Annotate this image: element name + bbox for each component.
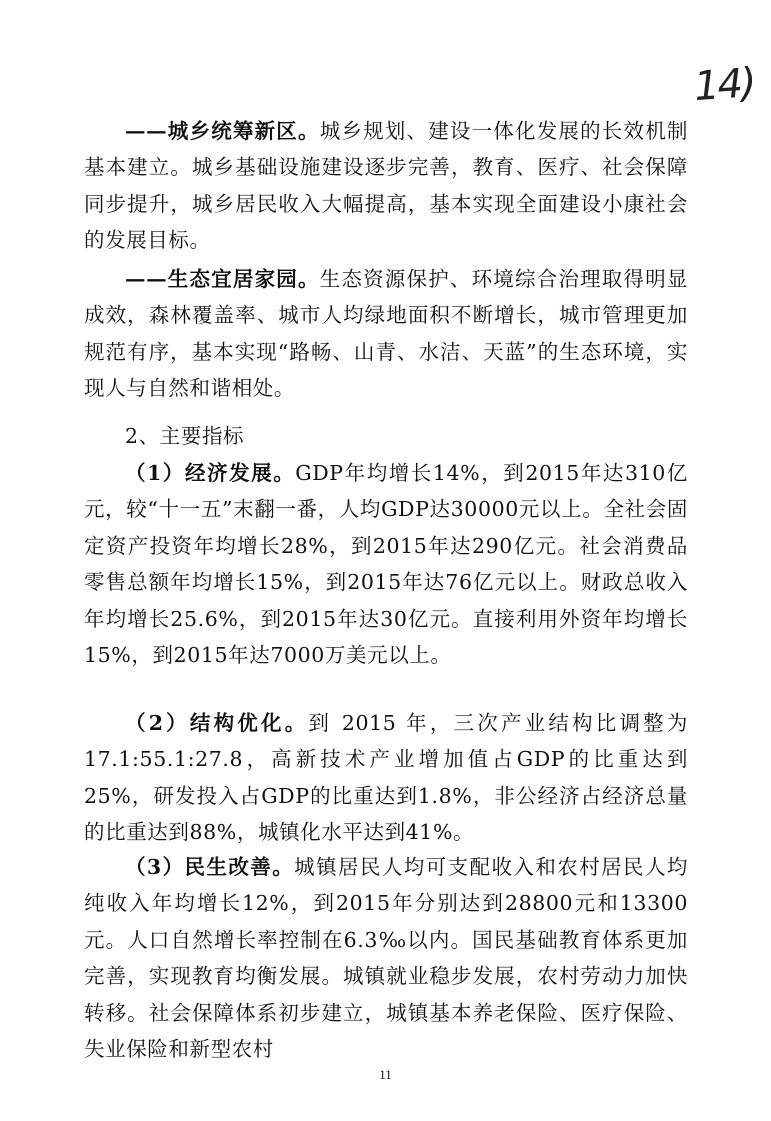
paragraph-lead: （3）民生改善。	[125, 855, 295, 879]
paragraph-lead: ——生态宜居家园。	[125, 267, 320, 291]
section-heading: 2、主要指标	[125, 424, 245, 448]
paragraph-lead: （2）结构优化。	[125, 711, 309, 735]
paragraph-livelihood	[84, 849, 688, 1067]
paragraph-lead: （1）经济发展。	[125, 461, 296, 485]
paragraph-body: GDP年均增长14%，到2015年达310亿元，较“十一五”末翻一番，人均GDP达30000元以上。全社会固定资产投资年均增长28%，到2015年达290亿元。社会消费品零售总额年均增长15%，到2015年达76亿元以上。财政总收入年均增长25.6%，到2015年达30亿元。直接利用外资年均增长15%，到2015年达7000万美元以上。	[84, 461, 688, 668]
paragraph-body: 城乡规划、建设一体化发展的长效机制基本建立。城乡基础设施建设逐步完善，教育、医疗、社会保障同步提升，城乡居民收入大幅提高，基本实现全面建设小康社会的发展目标。	[84, 119, 688, 253]
paragraph-body: 到 2015 年，三次产业结构比调整为17.1:55.1:27.8，高新技术产业增加值占GDP的比重达到25%，研发投入占GDP的比重达到1.8%，非公经济占经济总量的比重达到88%，城镇化水平达到41%。	[84, 711, 688, 845]
section-heading-main-indicators	[84, 418, 688, 454]
paragraph-body: 生态资源保护、环境综合治理取得明显成效，森林覆盖率、城市人均绿地面积不断增长，城市管理更加规范有序，基本实现“路畅、山青、水洁、天蓝”的生态环境，实现人与自然和谐相处。	[84, 267, 688, 401]
paragraph-body: 城镇居民人均可支配收入和农村居民人均纯收入年均增长12%，到2015年分别达到28800元和13300元。人口自然增长率控制在6.3‰以内。国民基础教育体系更加完善，实现教育均衡发展。城镇就业稳步发展，农村劳动力加快转移。社会保障体系初步建立，城镇基本养老保险、医疗保险、失业保险和新型农村	[84, 855, 688, 1062]
paragraph-ecology	[84, 261, 688, 407]
page-number: 11	[379, 1067, 392, 1082]
paragraph-structure-optimization	[84, 705, 688, 851]
paragraph-lead: ——城乡统筹新区。	[125, 119, 320, 143]
handwritten-page-mark: 14)	[692, 59, 757, 111]
paragraph-urban-rural	[84, 113, 688, 259]
paragraph-economic-development	[84, 455, 688, 673]
